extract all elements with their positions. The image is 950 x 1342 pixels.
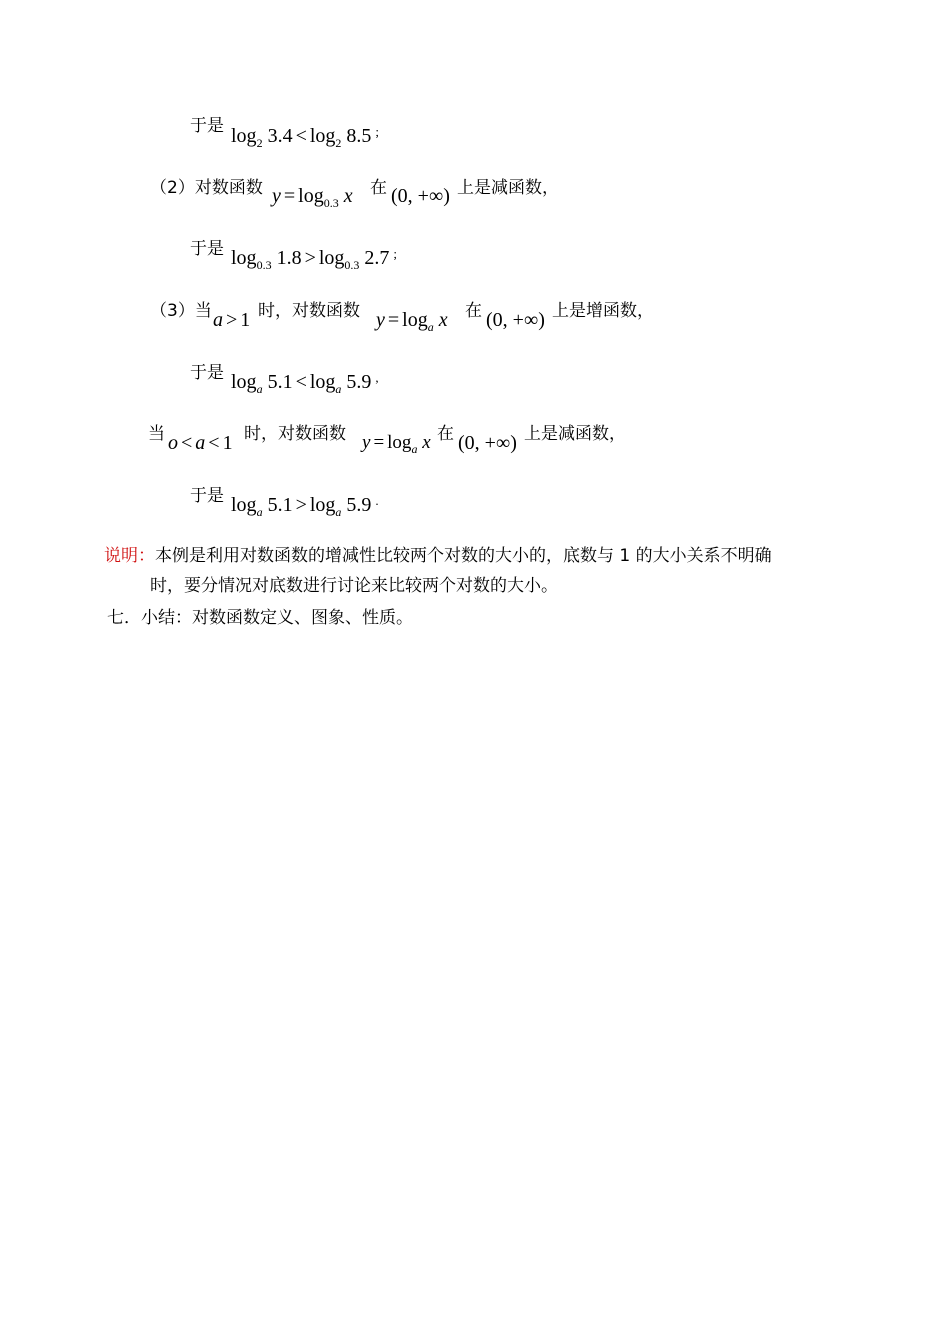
line5-text: 于是 bbox=[190, 363, 224, 383]
line6-text: 当 bbox=[148, 424, 165, 444]
line7-text: 于是 bbox=[190, 486, 224, 506]
line4-condition: a > 1 bbox=[213, 309, 251, 331]
line2-text: （2）对数函数 bbox=[150, 178, 263, 198]
summary-line: 七．小结：对数函数定义、图象、性质。 bbox=[107, 608, 413, 628]
line2-tail: 上是减函数， bbox=[457, 178, 559, 198]
line3-text: 于是 bbox=[190, 239, 224, 259]
note-line1: 本例是利用对数函数的增减性比较两个对数的大小的，底数与 1 的大小关系不明确 bbox=[155, 546, 772, 566]
line4-function: $y = \log_a x$ bbox=[376, 309, 448, 334]
line6-mid: 时，对数函数 bbox=[244, 424, 346, 444]
line5-formula: $\log_a 5.1 < \log_a 5.9$ , bbox=[231, 370, 379, 396]
line4-interval: (0, +∞) bbox=[486, 309, 545, 331]
note-line2: 时，要分情况对底数进行讨论来比较两个对数的大小。 bbox=[150, 576, 558, 596]
line6-tail: 上是减函数， bbox=[524, 424, 626, 444]
line6-function: $y = \log_a x$ bbox=[362, 432, 431, 456]
line2-in: 在 bbox=[370, 178, 387, 198]
note-label: 说明： bbox=[104, 546, 155, 566]
line4-text: （3）当 bbox=[150, 301, 212, 321]
line4-mid: 时，对数函数 bbox=[258, 301, 360, 321]
line1-formula: $\log_2 3.4 < \log_2 8.5$ ; bbox=[231, 124, 380, 150]
line2-interval: (0, +∞) bbox=[391, 185, 450, 207]
line4-tail: 上是增函数， bbox=[552, 301, 654, 321]
line7-formula: $\log_a 5.1 > \log_a 5.9$ . bbox=[231, 493, 379, 519]
line6-interval: (0, +∞) bbox=[458, 432, 517, 454]
line6-in: 在 bbox=[437, 424, 454, 444]
line2-function: $y = \log_{0.3} x$ bbox=[272, 185, 353, 210]
line1-text: 于是 bbox=[190, 116, 224, 136]
line4-in: 在 bbox=[465, 301, 482, 321]
line3-formula: $\log_{0.3} 1.8 > \log_{0.3} 2.7$ ; bbox=[231, 246, 398, 272]
note-paragraph bbox=[104, 541, 854, 601]
line6-condition: o < a < 1 bbox=[168, 432, 233, 454]
